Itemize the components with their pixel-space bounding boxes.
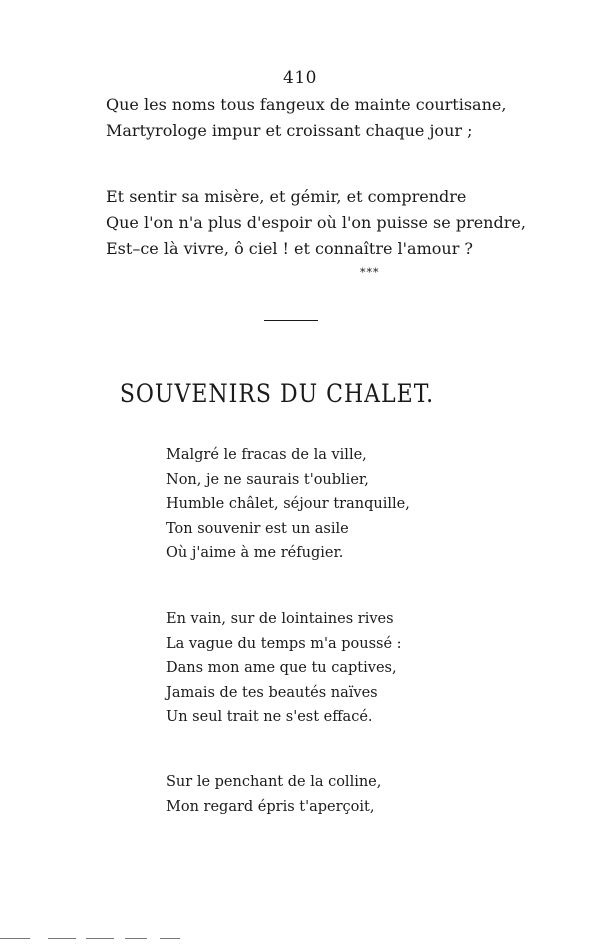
verse-line: Humble châlet, séjour tranquille, — [166, 496, 410, 512]
verse-line: Non, je ne saurais t'oublier, — [166, 471, 369, 488]
verse-line: Martyrologe impur et croissant chaque jour ; — [106, 121, 473, 140]
verse-line: Dans mon ame que tu captives, — [166, 660, 397, 676]
poem-stanza — [166, 607, 402, 730]
verse-line: Que les noms tous fangeux de mainte courtisane, — [106, 95, 507, 114]
author-signature: *** — [360, 266, 380, 279]
scan-edge-marks — [0, 938, 600, 942]
scan-mark — [160, 938, 180, 939]
section-divider — [264, 320, 318, 321]
scan-mark — [0, 938, 30, 939]
poem-stanza — [166, 443, 410, 566]
page-number: 410 — [283, 68, 317, 88]
verse-line: Où j'aime à me réfugier. — [166, 545, 344, 561]
verse-line: Sur le penchant de la colline, — [166, 774, 382, 790]
previous-poem-stanza — [106, 92, 506, 144]
scan-mark — [48, 938, 76, 939]
scan-mark — [86, 938, 114, 939]
verse-line: La vague du temps m'a poussé : — [166, 635, 402, 652]
previous-poem-stanza — [106, 184, 526, 262]
verse-line: En vain, sur de lointaines rives — [166, 611, 394, 627]
verse-line: Mon regard épris t'aperçoit, — [166, 798, 375, 815]
verse-line: Est–ce là vivre, ô ciel ! et connaître l'amour ? — [106, 239, 473, 258]
poem-stanza — [166, 770, 381, 819]
verse-line: Malgré le fracas de la ville, — [166, 447, 367, 463]
poem-title: SOUVENIRS DU CHALET. — [119, 380, 435, 409]
verse-line: Un seul trait ne s'est effacé. — [166, 709, 373, 725]
scan-mark — [125, 938, 147, 939]
verse-line: Et sentir sa misère, et gémir, et comprendre — [106, 187, 467, 206]
verse-line: Jamais de tes beautés naïves — [166, 684, 378, 701]
verse-line: Ton souvenir est un asile — [166, 520, 349, 537]
verse-line: Que l'on n'a plus d'espoir où l'on puisse se prendre, — [106, 213, 526, 232]
